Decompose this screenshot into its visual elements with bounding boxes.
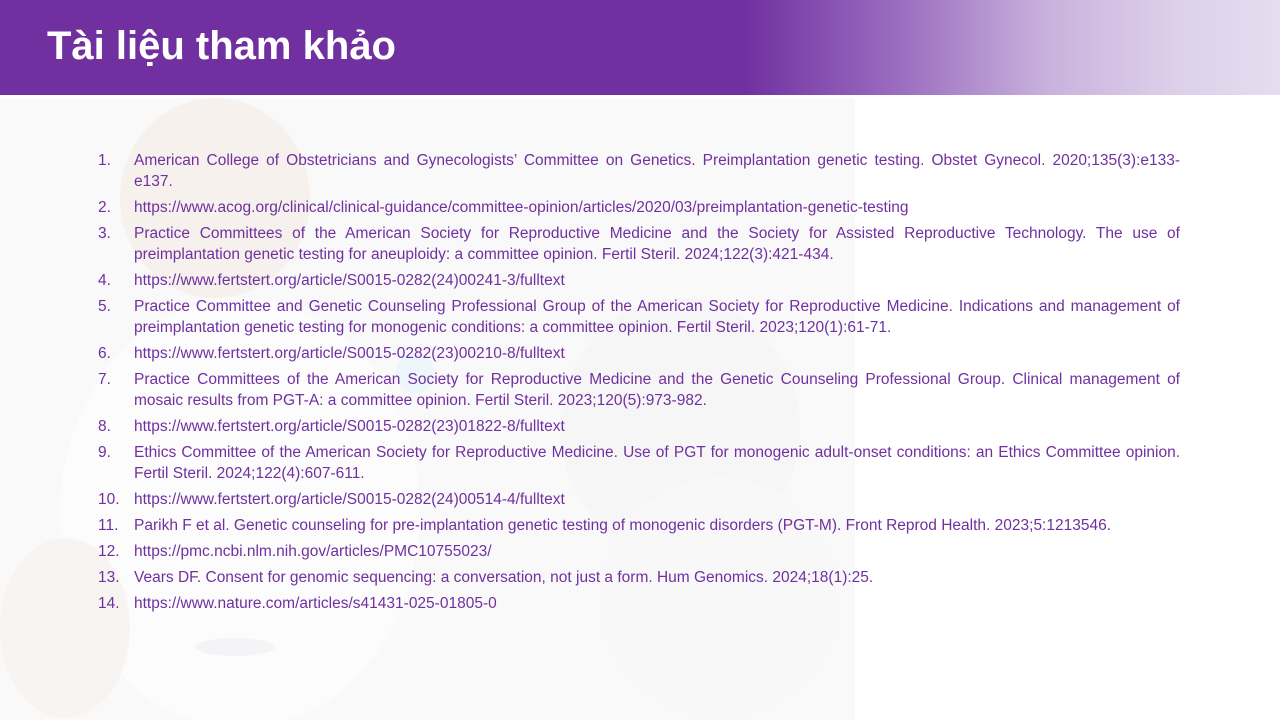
reference-number: 11. <box>98 517 119 534</box>
reference-item <box>98 442 1180 484</box>
reference-number: 12. <box>98 543 120 560</box>
reference-link[interactable]: https://www.fertstert.org/article/S0015-0282(23)01822-8/fulltext <box>134 418 565 435</box>
reference-item <box>98 270 1180 291</box>
reference-link[interactable]: https://pmc.ncbi.nlm.nih.gov/articles/PMC10755023/ <box>134 543 492 560</box>
reference-link[interactable]: https://www.fertstert.org/article/S0015-0282(23)00210-8/fulltext <box>134 345 565 362</box>
reference-number: 7. <box>98 371 111 388</box>
reference-item <box>98 223 1180 265</box>
reference-text: Ethics Committee of the American Society for Reproductive Medicine. Use of PGT for monogenic adult-onset conditions: an Ethics Committee opinion. Fertil Steril. 2024;122(4):607-611. <box>134 444 1180 482</box>
reference-list <box>98 150 1180 619</box>
reference-item <box>98 416 1180 437</box>
reference-number: 10. <box>98 491 120 508</box>
title-bar <box>0 0 1280 95</box>
reference-item <box>98 343 1180 364</box>
reference-number: 3. <box>98 225 111 242</box>
reference-text: Practice Committee and Genetic Counseling Professional Group of the American Society for Reproductive Medicine. Indications and management of preimplantation genetic testing for monogenic conditions: a committee opinion. Fertil Steril. 2023;120(1):61-71. <box>134 298 1180 336</box>
reference-link[interactable]: https://www.nature.com/articles/s41431-025-01805-0 <box>134 595 497 612</box>
reference-item <box>98 369 1180 411</box>
reference-link[interactable]: https://www.fertstert.org/article/S0015-0282(24)00514-4/fulltext <box>134 491 565 508</box>
reference-item <box>98 296 1180 338</box>
reference-number: 4. <box>98 272 111 289</box>
reference-number: 2. <box>98 199 111 216</box>
reference-number: 6. <box>98 345 111 362</box>
reference-number: 5. <box>98 298 111 315</box>
reference-number: 14. <box>98 595 120 612</box>
reference-number: 13. <box>98 569 120 586</box>
reference-item <box>98 541 1180 562</box>
reference-item <box>98 515 1180 536</box>
reference-number: 1. <box>98 152 111 169</box>
reference-text: Practice Committees of the American Society for Reproductive Medicine and the Genetic Counseling Professional Group. Clinical management of mosaic results from PGT-A: a committee opinion. Fertil Steril. 2023;120(5):973-982. <box>134 371 1180 409</box>
reference-text: Practice Committees of the American Society for Reproductive Medicine and the Society for Assisted Reproductive Technology. The use of preimplantation genetic testing for aneuploidy: a committee opinion. Fertil Steril. 2024;122(3):421-434. <box>134 225 1180 263</box>
reference-text: American College of Obstetricians and Gynecologists’ Committee on Genetics. Preimplantation genetic testing. Obstet Gynecol. 2020;135(3):e133-e137. <box>134 152 1180 190</box>
reference-item <box>98 150 1180 192</box>
reference-item <box>98 593 1180 614</box>
slide-title: Tài liệu tham khảo <box>47 24 396 68</box>
reference-text: Vears DF. Consent for genomic sequencing: a conversation, not just a form. Hum Genomics. 2024;18(1):25. <box>134 569 874 586</box>
reference-number: 8. <box>98 418 111 435</box>
reference-item <box>98 197 1180 218</box>
reference-item <box>98 489 1180 510</box>
reference-number: 9. <box>98 444 111 461</box>
reference-link[interactable]: https://www.acog.org/clinical/clinical-guidance/committee-opinion/articles/2020/03/preimplantation-genetic-testing <box>134 199 909 216</box>
reference-link[interactable]: https://www.fertstert.org/article/S0015-0282(24)00241-3/fulltext <box>134 272 565 289</box>
reference-text: Parikh F et al. Genetic counseling for pre-implantation genetic testing of monogenic disorders (PGT-M). Front Reprod Health. 2023;5:1213546. <box>134 517 1112 534</box>
reference-item <box>98 567 1180 588</box>
